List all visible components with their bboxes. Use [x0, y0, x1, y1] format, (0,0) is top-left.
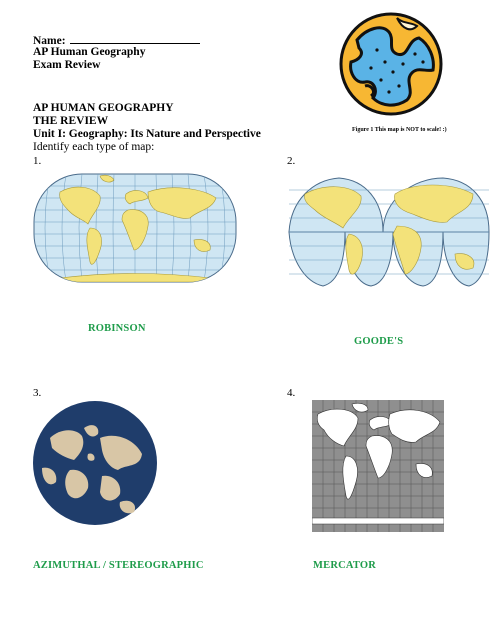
question-number-1: 1. [33, 155, 42, 167]
answer-1: ROBINSON [88, 323, 146, 334]
name-blank[interactable] [70, 33, 200, 44]
mercator-map [312, 400, 444, 532]
course-title: AP Human Geography [33, 46, 146, 58]
exam-subtitle: Exam Review [33, 59, 101, 71]
review-title-line1: AP HUMAN GEOGRAPHY [33, 102, 174, 114]
azimuthal-map [30, 398, 160, 528]
globe-clipart [337, 10, 445, 118]
answer-3: AZIMUTHAL / STEREOGRAPHIC [33, 560, 204, 571]
figure-caption: Figure 1 This map is NOT to scale! :) [352, 127, 447, 133]
goodes-map [283, 170, 495, 296]
question-number-4: 4. [287, 387, 296, 399]
robinson-map [30, 170, 240, 288]
name-label: Name: [33, 35, 66, 47]
review-title-line2: THE REVIEW [33, 115, 109, 127]
question-number-3: 3. [33, 387, 42, 399]
answer-2: GOODE'S [354, 336, 404, 347]
instruction-text: Identify each type of map: [33, 141, 155, 153]
answer-4: MERCATOR [313, 560, 377, 571]
question-number-2: 2. [287, 155, 296, 167]
unit-heading: Unit I: Geography: Its Nature and Perspective [33, 128, 261, 140]
